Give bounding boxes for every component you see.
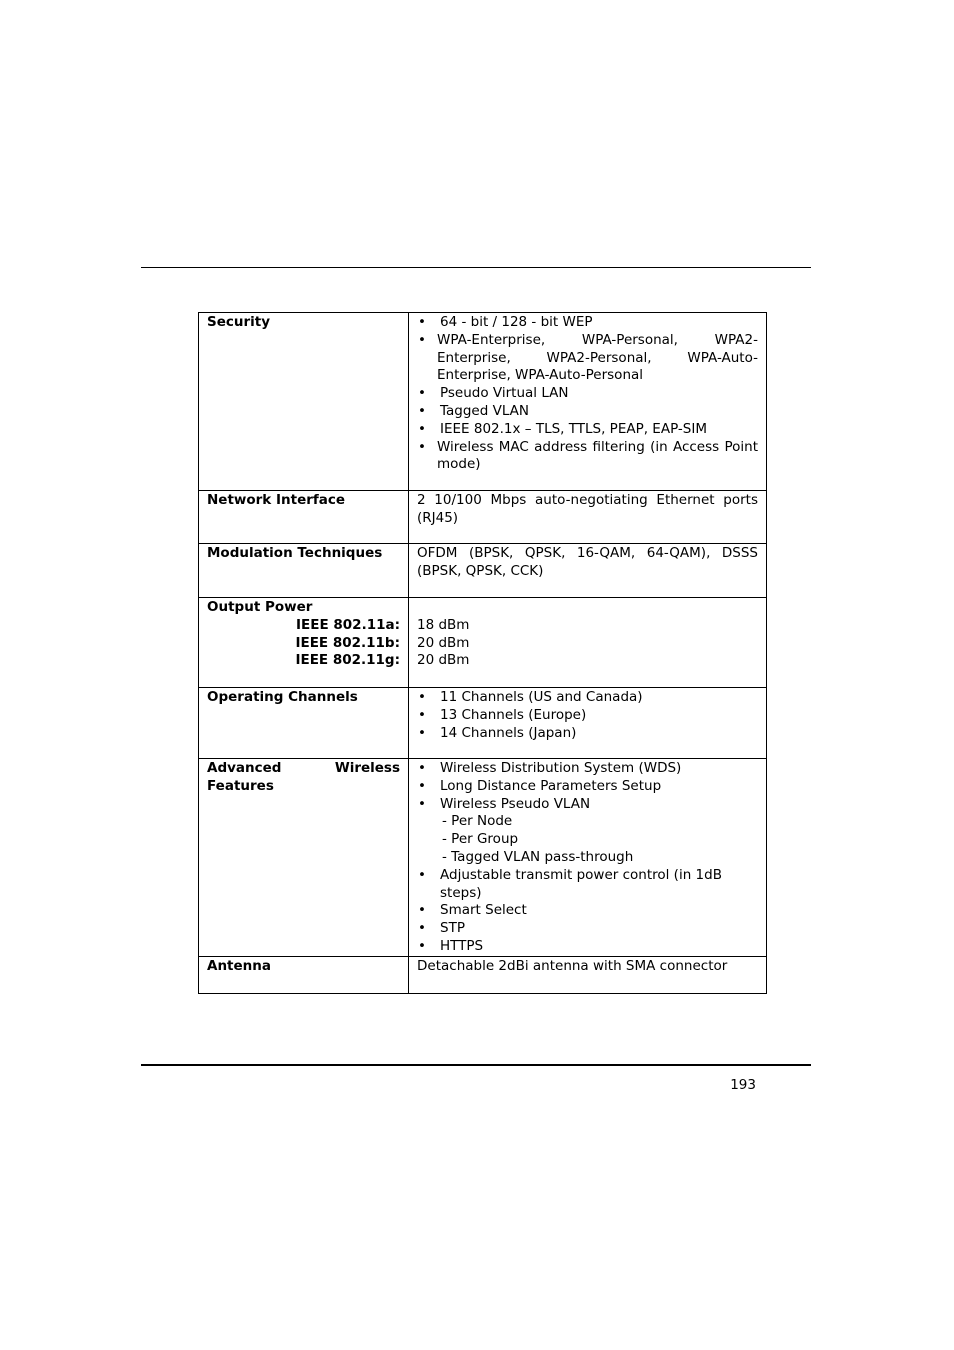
output-power-label-cell <box>199 598 409 688</box>
list-item: • Pseudo Virtual LAN <box>417 385 758 403</box>
list-item: • Wireless Pseudo VLAN <box>417 796 758 814</box>
table-row-security <box>199 313 767 491</box>
list-item: • Smart Select <box>417 902 758 920</box>
list-item: • Wireless Distribution System (WDS) <box>417 760 758 778</box>
output-power-label: Output Power <box>207 599 313 615</box>
list-item: • 64 - bit / 128 - bit WEP <box>417 314 758 332</box>
header-rule <box>141 267 811 268</box>
advanced-features-value <box>409 759 767 957</box>
list-item: • Tagged VLAN <box>417 403 758 421</box>
sub-item: - Per Node <box>442 813 513 830</box>
list-item: • Wireless MAC address filtering (in Access Point mode) <box>417 439 758 475</box>
table-row-operating-channels <box>199 688 767 759</box>
advanced-features-list-continued <box>417 867 758 956</box>
table-row-modulation <box>199 544 767 598</box>
output-power-values <box>409 598 767 688</box>
advanced-features-label-line1 <box>207 760 400 778</box>
list-item: • Adjustable transmit power control (in 1dB steps) <box>417 867 758 903</box>
modulation-value: OFDM (BPSK, QPSK, 16-QAM, 64-QAM), DSSS (BPSK, QPSK, CCK) <box>409 544 767 598</box>
list-item: • WPA-Enterprise, WPA-Personal, WPA2-Enterprise, WPA2-Personal, WPA-Auto-Enterprise, WPA-Auto-Personal <box>417 332 758 385</box>
output-power-sub-label: IEEE 802.11b: <box>295 634 400 651</box>
operating-channels-value <box>409 688 767 759</box>
advanced-features-list <box>417 760 758 813</box>
table-row-output-power <box>199 598 767 688</box>
output-power-value: 20 dBm <box>417 634 470 651</box>
table-row-network-interface <box>199 491 767 544</box>
output-power-value: 18 dBm <box>417 616 470 633</box>
list-item: • IEEE 802.1x – TLS, TTLS, PEAP, EAP-SIM <box>417 421 758 439</box>
advanced-features-label <box>199 759 409 957</box>
list-item: • STP <box>417 920 758 938</box>
operating-channels-list <box>417 689 758 742</box>
list-item: • 11 Channels (US and Canada) <box>417 689 758 707</box>
label-word: Advanced <box>207 760 282 776</box>
label-word: Wireless <box>334 760 400 776</box>
network-interface-value: 2 10/100 Mbps auto-negotiating Ethernet ports (RJ45) <box>409 491 767 544</box>
list-item: • Long Distance Parameters Setup <box>417 778 758 796</box>
list-item: • HTTPS <box>417 938 758 956</box>
table-row-antenna <box>199 956 767 993</box>
modulation-label: Modulation Techniques <box>199 544 409 598</box>
network-interface-label: Network Interface <box>199 491 409 544</box>
list-item: • 14 Channels (Japan) <box>417 725 758 743</box>
security-label: Security <box>199 313 409 491</box>
list-item: • 13 Channels (Europe) <box>417 707 758 725</box>
advanced-features-label-line2: Features <box>207 777 274 794</box>
output-power-sub-label: IEEE 802.11a: <box>296 616 400 633</box>
security-list <box>417 314 758 474</box>
antenna-value: Detachable 2dBi antenna with SMA connector <box>409 956 767 993</box>
sub-item: - Per Group <box>442 831 519 848</box>
security-value <box>409 313 767 491</box>
specifications-table <box>198 312 767 994</box>
page-number: 193 <box>730 1077 756 1093</box>
operating-channels-label: Operating Channels <box>199 688 409 759</box>
antenna-label: Antenna <box>199 956 409 993</box>
footer-rule <box>141 1064 811 1066</box>
table-row-advanced-features <box>199 759 767 957</box>
output-power-sub-label: IEEE 802.11g: <box>295 652 400 669</box>
output-power-value: 20 dBm <box>417 652 470 669</box>
sub-item: - Tagged VLAN pass-through <box>442 848 634 865</box>
